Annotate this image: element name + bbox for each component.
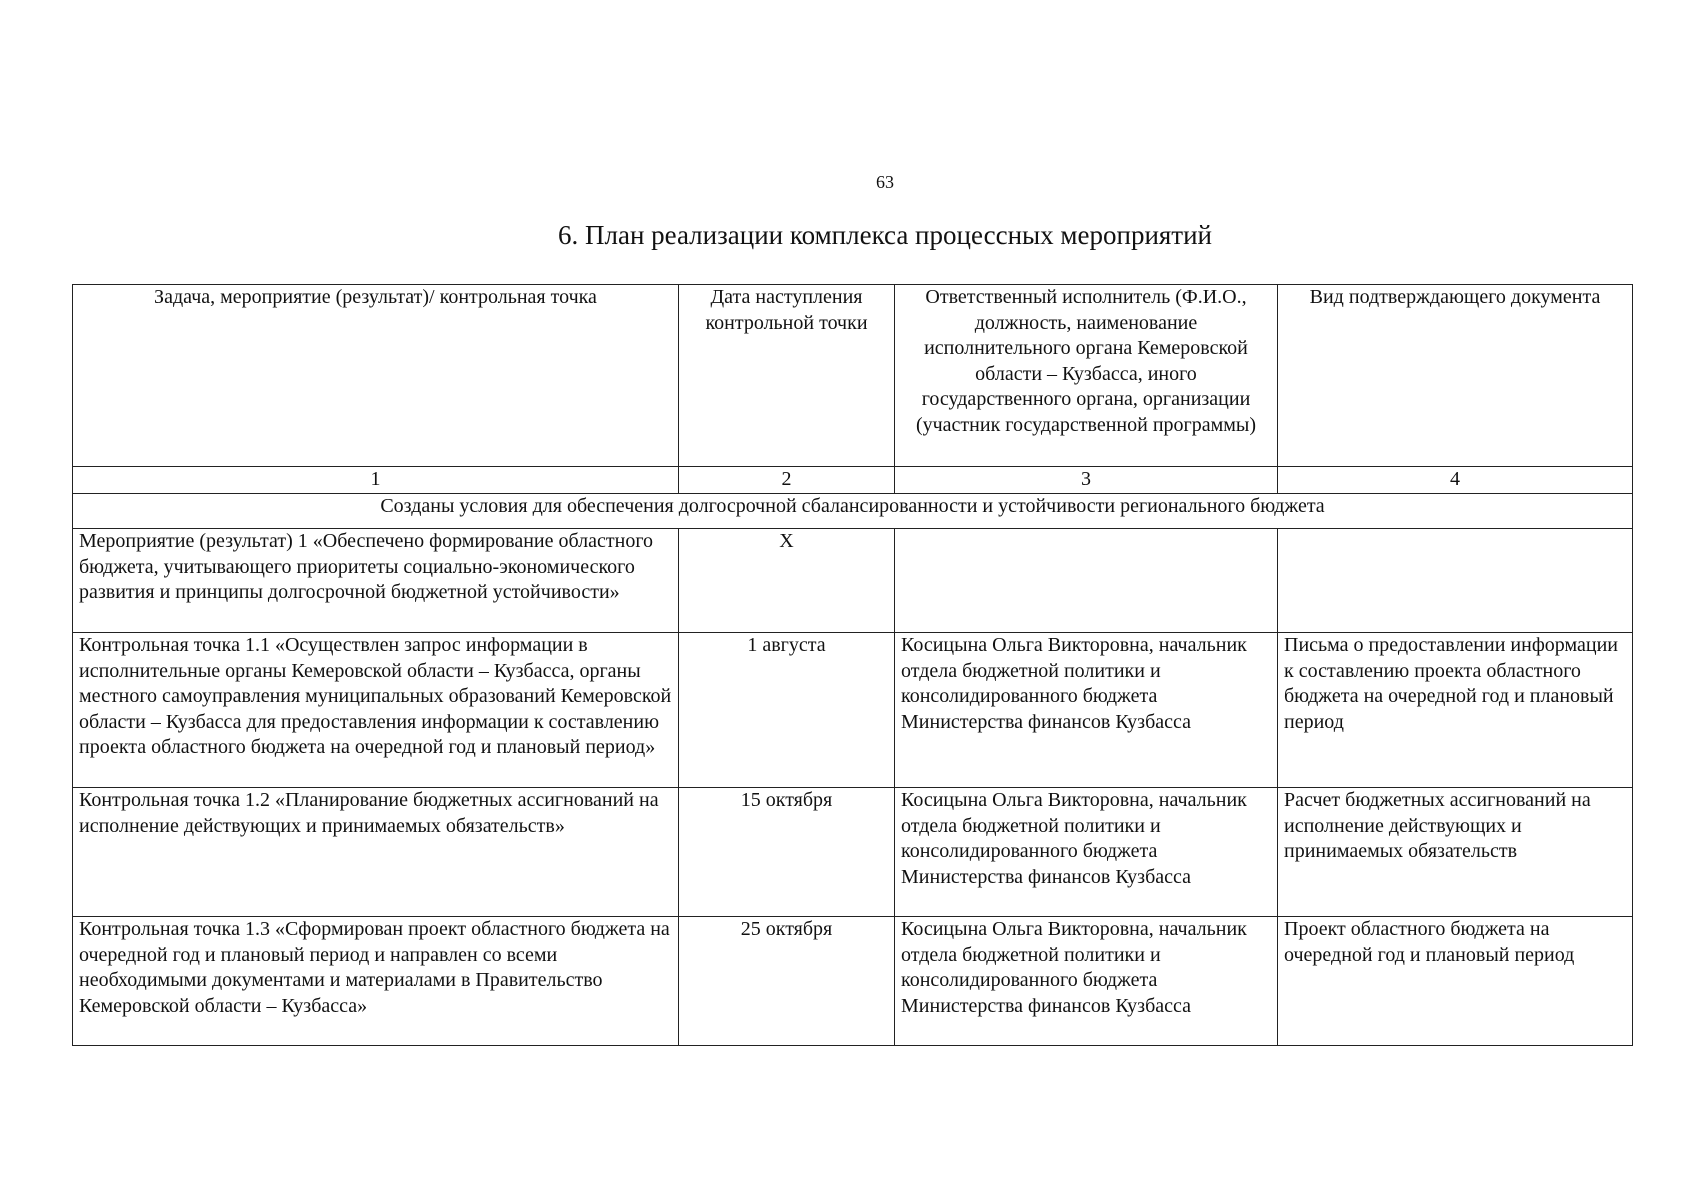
executor-cell: Косицына Ольга Викторовна, начальник отдела бюджетной политики и консолидированного бюджета Министерства финансов Кузбасса — [895, 633, 1278, 788]
date-cell: 25 октября — [679, 917, 895, 1046]
document-cell — [1278, 529, 1633, 633]
column-number: 3 — [895, 467, 1278, 494]
date-cell: 1 августа — [679, 633, 895, 788]
table-row — [73, 917, 1633, 1046]
executor-cell: Косицына Ольга Викторовна, начальник отдела бюджетной политики и консолидированного бюджета Министерства финансов Кузбасса — [895, 917, 1278, 1046]
section-title: Созданы условия для обеспечения долгосрочной сбалансированности и устойчивости регионального бюджета — [73, 494, 1633, 529]
table-row — [73, 788, 1633, 917]
task-cell: Контрольная точка 1.1 «Осуществлен запрос информации в исполнительные органы Кемеровской области – Кузбасса, органы местного самоуправления муниципальных образований Кемеровской области – Кузбасса для предоставления информации к составлению проекта областного бюджета на очередной год и плановый период» — [73, 633, 679, 788]
page-number: 63 — [876, 172, 894, 192]
task-cell: Контрольная точка 1.3 «Сформирован проект областного бюджета на очередной год и плановый период и направлен со всеми необходимыми документами и материалами в Правительство Кемеровской области – Кузбасса» — [73, 917, 679, 1046]
date-cell: 15 октября — [679, 788, 895, 917]
table-row — [73, 633, 1633, 788]
document-cell: Проект областного бюджета на очередной год и плановый период — [1278, 917, 1633, 1046]
column-number: 4 — [1278, 467, 1633, 494]
column-number: 2 — [679, 467, 895, 494]
implementation-plan-table — [72, 284, 1633, 1046]
column-number: 1 — [73, 467, 679, 494]
table-header-row — [73, 285, 1633, 467]
column-number-row — [73, 467, 1633, 494]
header-task: Задача, мероприятие (результат)/ контрольная точка — [73, 285, 679, 467]
executor-cell: Косицына Ольга Викторовна, начальник отдела бюджетной политики и консолидированного бюджета Министерства финансов Кузбасса — [895, 788, 1278, 917]
header-document: Вид подтверждающего документа — [1278, 285, 1633, 467]
page-title: 6. План реализации комплекса процессных мероприятий — [557, 220, 1213, 250]
document-cell: Расчет бюджетных ассигнований на исполнение действующих и принимаемых обязательств — [1278, 788, 1633, 917]
task-cell: Мероприятие (результат) 1 «Обеспечено формирование областного бюджета, учитывающего приоритеты социально-экономического развития и принципы долгосрочной бюджетной устойчивости» — [73, 529, 679, 633]
header-date: Дата наступления контрольной точки — [679, 285, 895, 467]
executor-cell — [895, 529, 1278, 633]
task-cell: Контрольная точка 1.2 «Планирование бюджетных ассигнований на исполнение действующих и принимаемых обязательств» — [73, 788, 679, 917]
section-row — [73, 494, 1633, 529]
document-cell: Письма о предоставлении информации к составлению проекта областного бюджета на очередной год и плановый период — [1278, 633, 1633, 788]
header-executor: Ответственный исполнитель (Ф.И.О., должность, наименование исполнительного органа Кемеровской области – Кузбасса, иного государственного органа, организации (участник государственной программы) — [895, 285, 1278, 467]
date-cell: Х — [679, 529, 895, 633]
table-row — [73, 529, 1633, 633]
